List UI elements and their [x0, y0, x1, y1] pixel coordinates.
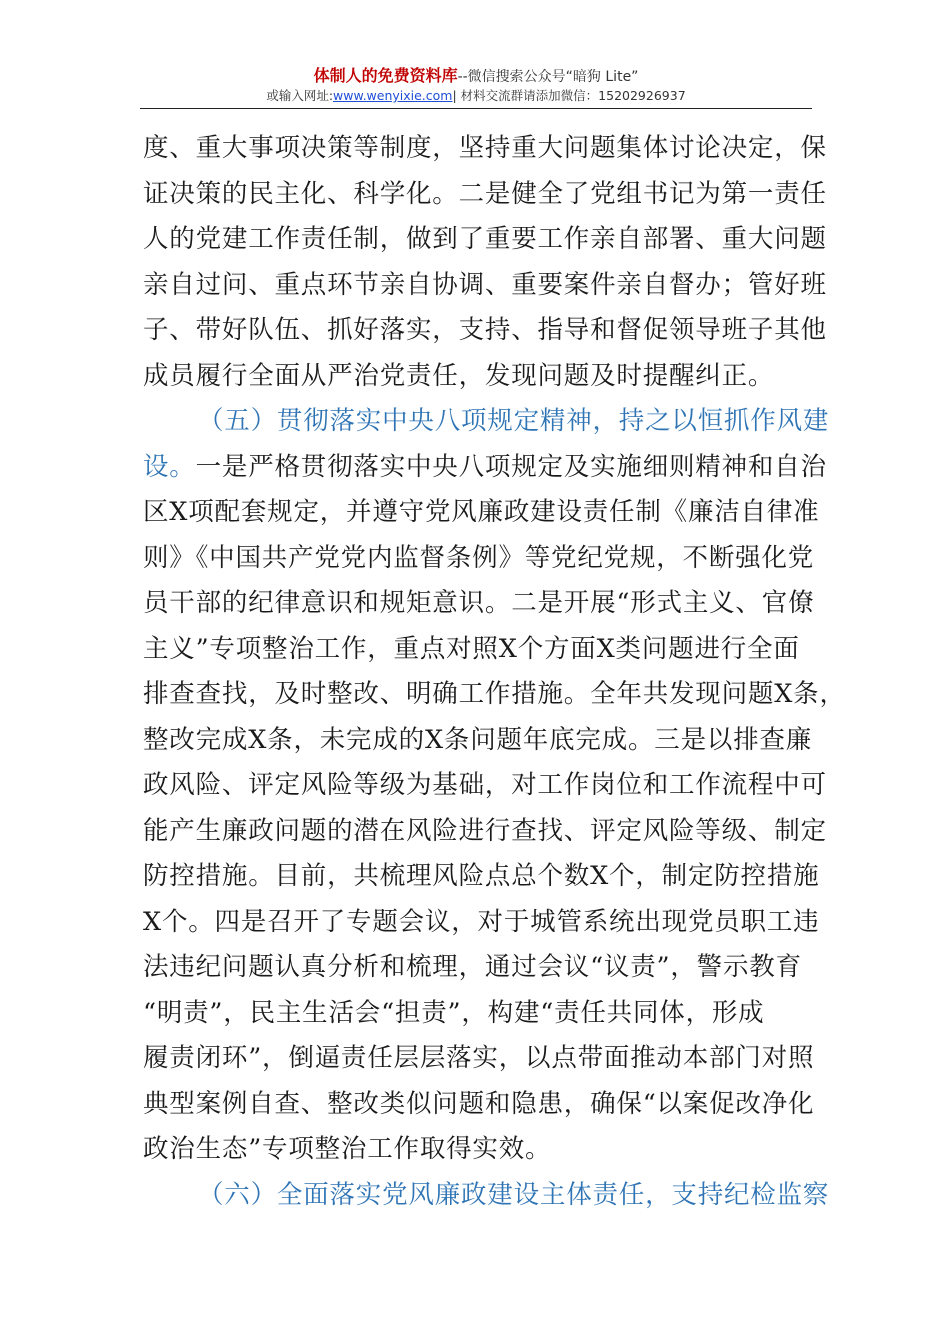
paragraph-line [143, 354, 815, 400]
paragraph-line [143, 536, 815, 582]
paragraph-text: 主义”专项整治工作，重点对照X个方面X类问题进行全面 [143, 633, 800, 664]
paragraph-text: 排查查找，及时整改、明确工作措施。全年共发现问题X条， [143, 679, 846, 709]
paragraph-line [143, 809, 827, 855]
header-contact-line [140, 87, 812, 105]
paragraph-text: 一是严格贯彻落实中央八项规定及实施细则精神和自治 [195, 451, 827, 482]
paragraph-text: 度、重大事项决策等制度，坚持重大问题集体讨论决定，保 [143, 133, 827, 163]
paragraph-text: 则》《中国共产党党内监督条例》等党纪党规，不断强化党 [143, 542, 815, 573]
paragraph-line [143, 900, 820, 946]
paragraph-line [143, 763, 827, 809]
paragraph-text: 子、带好队伍、抓好落实，支持、指导和督促领导班子其他 [143, 315, 827, 345]
paragraph-line [143, 263, 827, 309]
header-contact: | 材料交流群请添加微信：15202926937 [452, 88, 686, 103]
paragraph-line [143, 672, 846, 718]
paragraph-text: 员干部的纪律意识和规矩意识。二是开展“形式主义、官僚 [143, 588, 815, 618]
paragraph-text: 履责闭环”，倒逼责任层层落实，以点带面推动本部门对照 [143, 1043, 815, 1073]
paragraph-line [143, 945, 815, 991]
header-title-line [140, 66, 812, 87]
section-heading: （六）全面落实党风廉政建设主体责任，支持纪检监察 [198, 1179, 830, 1210]
paragraph-line [143, 445, 827, 491]
paragraph-text: “明责”，民主生活会“担责”，构建“责任共同体，形成 [143, 997, 765, 1028]
paragraph-text: 区X项配套规定，并遵守党风廉政建设责任制《廉洁自律准 [143, 497, 820, 527]
section-heading-line [143, 1173, 830, 1219]
paragraph-line [143, 627, 815, 673]
paragraph-text: 典型案例自查、整改类似问题和隐患，确保“以案促改净化 [143, 1088, 815, 1119]
paragraph-text: 证决策的民主化、科学化。二是健全了党组书记为第一责任 [143, 178, 827, 209]
section-heading: （五）贯彻落实中央八项规定精神，持之以恒抓作风建 [198, 406, 830, 436]
paragraph-text: 整改完成X条，未完成的X条问题年底完成。三是以排查廉 [143, 724, 813, 755]
paragraph-line [143, 581, 815, 627]
paragraph-text: 亲自过问、重点环节亲自协调、重要案件亲自督办；管好班 [143, 269, 827, 300]
paragraph-line [143, 1127, 815, 1173]
paragraph-text: 政治生态”专项整治工作取得实效。 [143, 1134, 552, 1164]
paragraph-line [143, 172, 827, 218]
paragraph-line [143, 126, 827, 172]
paragraph-line [143, 217, 827, 263]
section-heading-line [143, 399, 830, 445]
paragraph-text: 政风险、评定风险等级为基础，对工作岗位和工作流程中可 [143, 770, 827, 800]
paragraph-text: 法违纪问题认真分析和梳理，通过会议“议责”，警示教育 [143, 952, 802, 982]
paragraph-line [143, 490, 820, 536]
section-heading: 设。 [143, 451, 196, 482]
header-url-prefix: 或输入网址: [266, 88, 334, 103]
paragraph-text: 人的党建工作责任制，做到了重要工作亲自部署、重大问题 [143, 224, 827, 254]
header-url-link[interactable]: www.wenyixie.com [333, 88, 453, 103]
paragraph-line [143, 308, 827, 354]
paragraph-line [143, 991, 815, 1037]
header-subtitle: --微信搜索公众号“暗狗 Lite” [457, 69, 639, 85]
paragraph-line [143, 1082, 815, 1128]
paragraph-text: 成员履行全面从严治党责任，发现问题及时提醒纠正。 [143, 360, 775, 391]
document-body [143, 126, 846, 1218]
paragraph-text: 防控措施。目前，共梳理风险点总个数X个，制定防控措施 [143, 861, 820, 891]
header-divider [140, 108, 812, 109]
header-brand: 体制人的免费资料库 [313, 66, 458, 85]
paragraph-text: X个。四是召开了专题会议，对于城管系统出现党员职工违 [143, 906, 820, 937]
page-header [140, 66, 812, 105]
paragraph-text: 能产生廉政问题的潜在风险进行查找、评定风险等级、制定 [143, 815, 827, 846]
paragraph-line [143, 718, 815, 764]
paragraph-line [143, 854, 820, 900]
paragraph-line [143, 1036, 815, 1082]
